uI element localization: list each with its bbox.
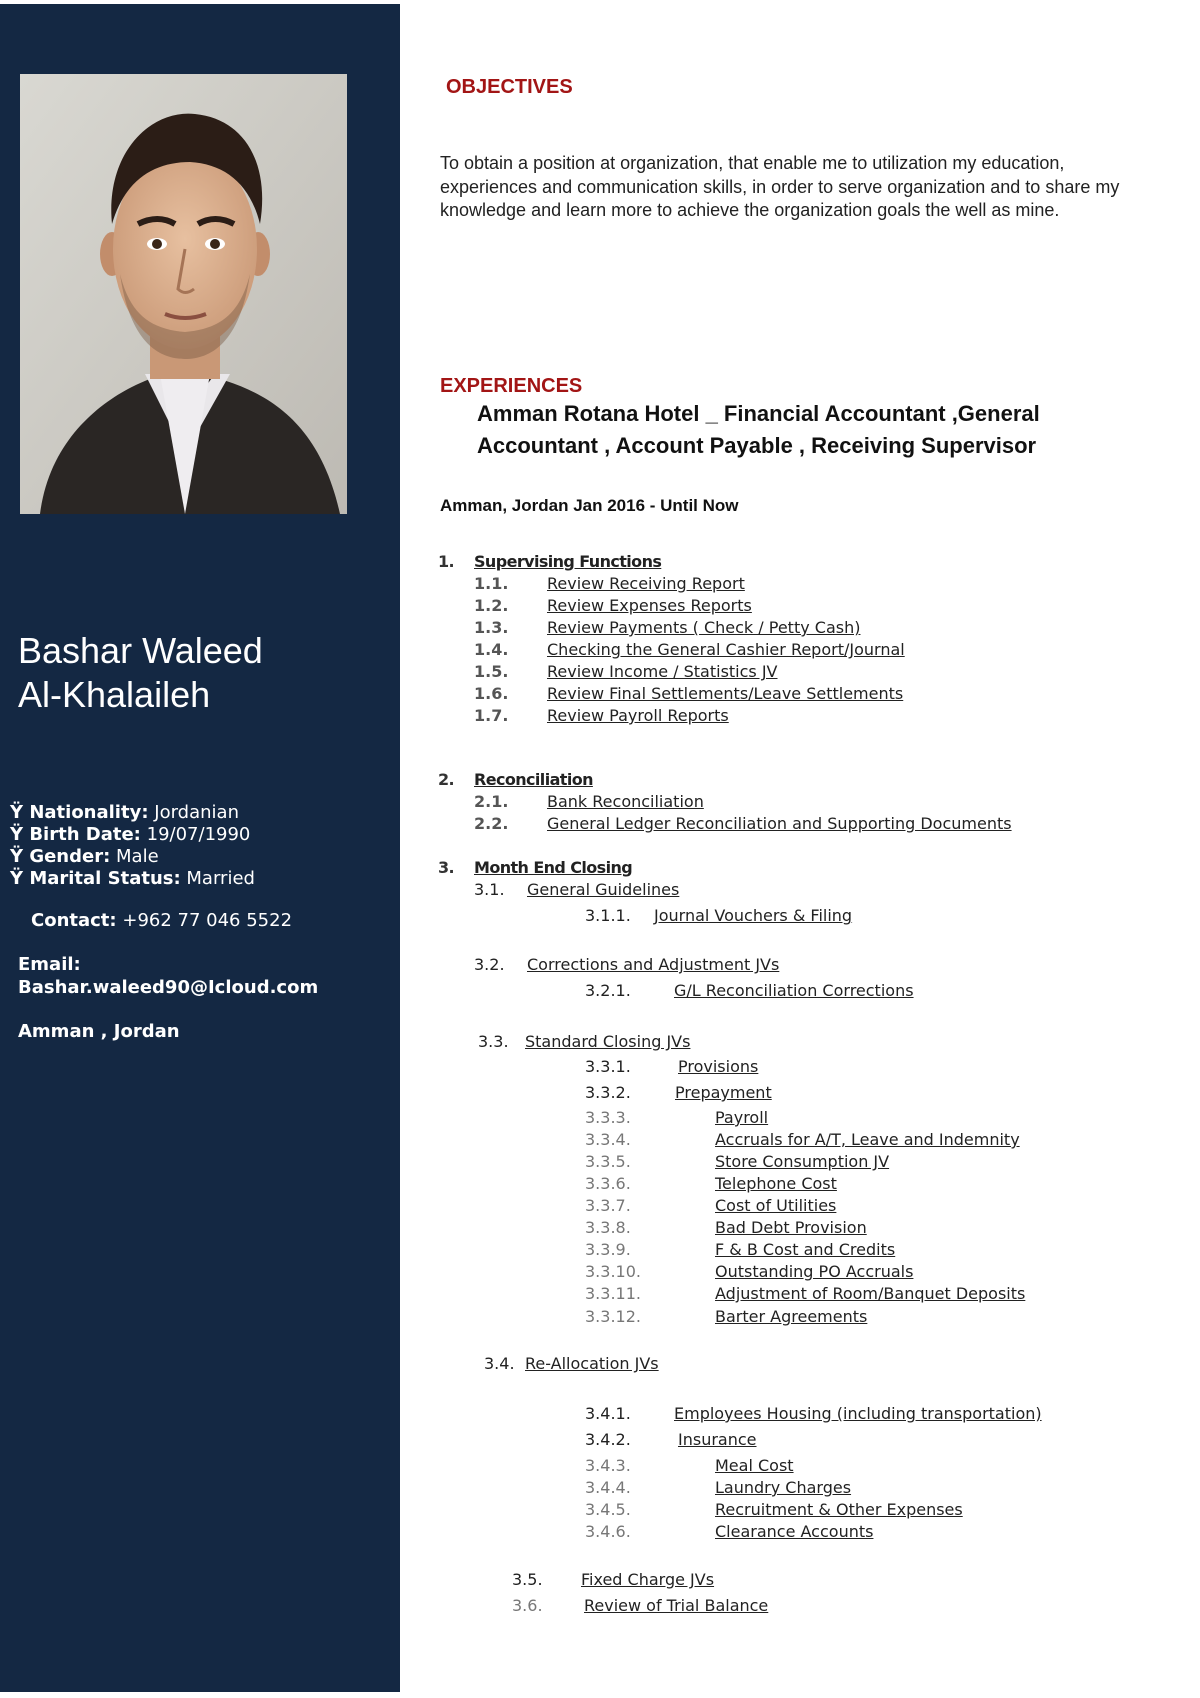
portrait-image: [20, 74, 347, 514]
item-text: Cost of Utilities: [715, 1196, 837, 1215]
item-number: 3.: [438, 858, 455, 877]
info-label: Gender:: [29, 846, 111, 867]
bullet: Ÿ: [10, 868, 24, 889]
item-text: General Ledger Reconciliation and Supporting Documents: [547, 814, 1012, 833]
item-number: 3.4.4.: [585, 1478, 631, 1497]
objectives-text: To obtain a position at organization, that enable me to utilization my education, experiences and communication skills, in order to serve organization and to share my knowledge and learn more to achieve the organization goals the well as mine.: [440, 153, 1120, 220]
item-text: Reconciliation: [474, 770, 593, 789]
item-text: Accruals for A/T, Leave and Indemnity: [715, 1130, 1020, 1149]
info-value: Male: [116, 846, 159, 867]
item-number: 3.3.12.: [585, 1307, 641, 1326]
item-number: 1.4.: [474, 640, 509, 659]
personal-info: [10, 802, 255, 890]
contact-label: Contact:: [31, 910, 117, 931]
item-text: Laundry Charges: [715, 1478, 852, 1497]
item-number: 3.4.5.: [585, 1500, 631, 1519]
item-text: Provisions: [678, 1057, 759, 1076]
item-text: Bad Debt Provision: [715, 1218, 867, 1237]
job-title: Amman Rotana Hotel _ Financial Accountant ,General Accountant , Account Payable , Receiving Supervisor: [477, 401, 1040, 458]
info-value: Married: [186, 868, 255, 889]
info-label: Birth Date:: [29, 824, 141, 845]
sidebar: [0, 4, 400, 1692]
item-text: Checking the General Cashier Report/Journal: [547, 640, 905, 659]
info-marital-status: [10, 868, 255, 890]
item-number: 1.7.: [474, 706, 509, 725]
item-number: 3.3.3.: [585, 1108, 631, 1127]
item-text: Barter Agreements: [715, 1307, 868, 1326]
bullet: Ÿ: [10, 824, 24, 845]
item-text: Bank Reconciliation: [547, 792, 704, 811]
item-number: 3.4.: [484, 1354, 515, 1373]
item-number: 1.2.: [474, 596, 509, 615]
item-text: Review Payments ( Check / Petty Cash): [547, 618, 861, 637]
item-text: Clearance Accounts: [715, 1522, 874, 1541]
contact-phone: [31, 910, 292, 931]
item-number: 3.3.10.: [585, 1262, 641, 1281]
item-text: Review Payroll Reports: [547, 706, 729, 725]
item-text: Month End Closing: [474, 858, 633, 877]
profile-photo: [20, 74, 347, 514]
item-text: Journal Vouchers & Filing: [654, 906, 853, 925]
item-number: 3.4.3.: [585, 1456, 631, 1475]
item-number: 1.5.: [474, 662, 509, 681]
bullet: Ÿ: [10, 846, 24, 867]
item-text: Meal Cost: [715, 1456, 794, 1475]
item-number: 3.1.: [474, 880, 505, 899]
job-location: Amman, Jordan Jan 2016 - Until Now: [440, 496, 739, 515]
contact-value: +962 77 046 5522: [122, 910, 293, 931]
item-number: 3.3.2.: [585, 1083, 631, 1102]
email-value[interactable]: Bashar.waleed90@Icloud.com: [18, 977, 319, 998]
item-text: Recruitment & Other Expenses: [715, 1500, 963, 1519]
item-text: Re-Allocation JVs: [525, 1354, 659, 1373]
item-number: 2.1.: [474, 792, 509, 811]
info-label: Marital Status:: [29, 868, 181, 889]
item-text: G/L Reconciliation Corrections: [674, 981, 914, 1000]
contact-email: [18, 953, 318, 999]
item-number: 1.6.: [474, 684, 509, 703]
item-number: 3.3.11.: [585, 1284, 641, 1303]
item-text: Review Expenses Reports: [547, 596, 752, 615]
item-text: Telephone Cost: [715, 1174, 837, 1193]
item-number: 3.1.1.: [585, 906, 631, 925]
item-text: Corrections and Adjustment JVs: [527, 955, 780, 974]
item-text: Prepayment: [675, 1083, 772, 1102]
item-number: 3.5.: [512, 1570, 543, 1589]
info-nationality: [10, 802, 255, 824]
experiences-title: EXPERIENCES: [440, 375, 583, 397]
name-line-2: Al-Khalaileh: [18, 674, 211, 715]
item-number: 3.4.6.: [585, 1522, 631, 1541]
item-text: Employees Housing (including transportation): [674, 1404, 1042, 1423]
item-number: 1.3.: [474, 618, 509, 637]
item-number: 3.3.7.: [585, 1196, 631, 1215]
info-label: Nationality:: [29, 802, 149, 823]
info-birth-date: [10, 824, 255, 846]
item-number: 3.4.2.: [585, 1430, 631, 1449]
item-text: F & B Cost and Credits: [715, 1240, 896, 1259]
item-text: Review Final Settlements/Leave Settlements: [547, 684, 904, 703]
item-text: Adjustment of Room/Banquet Deposits: [715, 1284, 1026, 1303]
item-number: 3.3.6.: [585, 1174, 631, 1193]
item-number: 2.2.: [474, 814, 509, 833]
item-number: 3.3.4.: [585, 1130, 631, 1149]
item-number: 3.2.: [474, 955, 505, 974]
item-text: Standard Closing JVs: [525, 1032, 691, 1051]
item-number: 1.: [438, 552, 455, 571]
info-gender: [10, 846, 255, 868]
item-number: 3.3.1.: [585, 1057, 631, 1076]
item-number: 3.3.9.: [585, 1240, 631, 1259]
objectives-title: OBJECTIVES: [446, 76, 573, 98]
item-text: Outstanding PO Accruals: [715, 1262, 914, 1281]
location: Amman , Jordan: [18, 1021, 180, 1042]
item-number: 3.2.1.: [585, 981, 631, 1000]
bullet: Ÿ: [10, 802, 24, 823]
item-text: Insurance: [678, 1430, 757, 1449]
item-number: 2.: [438, 770, 455, 789]
item-text: General Guidelines: [527, 880, 680, 899]
item-number: 3.4.1.: [585, 1404, 631, 1423]
item-number: 3.3.5.: [585, 1152, 631, 1171]
item-text: Fixed Charge JVs: [581, 1570, 715, 1589]
email-label: Email:: [18, 954, 81, 975]
item-number: 3.3.8.: [585, 1218, 631, 1237]
item-text: Review Income / Statistics JV: [547, 662, 778, 681]
info-value: Jordanian: [154, 802, 239, 823]
item-text: Supervising Functions: [474, 552, 662, 571]
name-line-1: Bashar Waleed: [18, 630, 263, 671]
item-number: 3.6.: [512, 1596, 543, 1615]
info-value: 19/07/1990: [146, 824, 251, 845]
candidate-name: [18, 629, 263, 717]
item-text: Review Receiving Report: [547, 574, 745, 593]
main-content: [438, 0, 1178, 1698]
item-text: Payroll: [715, 1108, 769, 1127]
item-number: 3.3.: [478, 1032, 509, 1051]
item-text: Store Consumption JV: [715, 1152, 890, 1171]
item-number: 1.1.: [474, 574, 509, 593]
item-text: Review of Trial Balance: [584, 1596, 769, 1615]
